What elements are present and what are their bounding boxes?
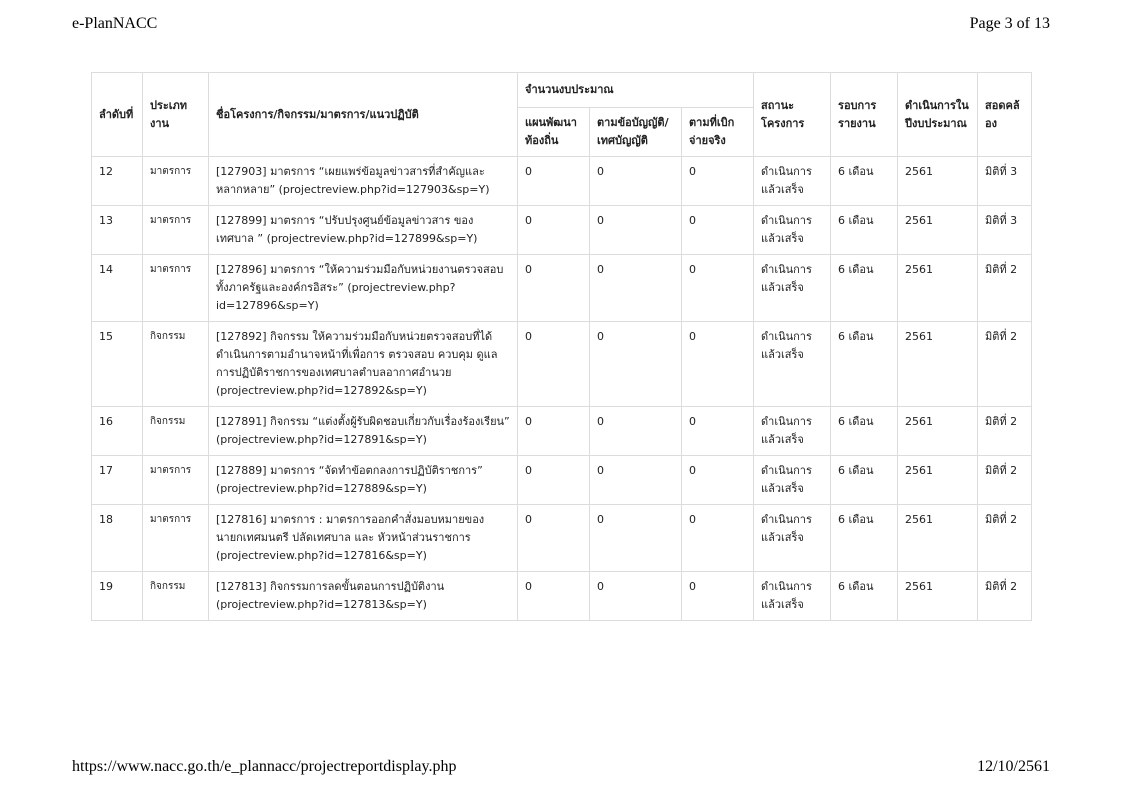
cell-type: มาตรการ	[143, 456, 209, 505]
cell-budget-actual: 0	[682, 505, 754, 572]
cell-report-cycle: 6 เดือน	[831, 572, 898, 621]
cell-budget-actual: 0	[682, 572, 754, 621]
cell-alignment: มิติที่ 3	[978, 206, 1032, 255]
cell-budget-local: 0	[518, 206, 590, 255]
cell-type: กิจกรรม	[143, 407, 209, 456]
header-budget-local: แผนพัฒนาท้องถิ่น	[518, 108, 590, 157]
cell-alignment: มิติที่ 2	[978, 456, 1032, 505]
table-row	[92, 157, 1032, 206]
cell-budget-local: 0	[518, 157, 590, 206]
cell-status: ดำเนินการแล้วเสร็จ	[754, 255, 831, 322]
cell-project-name: [127816] มาตรการ : มาตรการออกคำสั่งมอบหมายของนายกเทศมนตรี ปลัดเทศบาล และ หัวหน้าส่วนราชการ (projectreview.php?id=127816&sp=Y)	[209, 505, 518, 572]
cell-no: 14	[92, 255, 143, 322]
cell-fiscal-year: 2561	[898, 157, 978, 206]
cell-fiscal-year: 2561	[898, 255, 978, 322]
table-row	[92, 505, 1032, 572]
cell-fiscal-year: 2561	[898, 206, 978, 255]
table-row	[92, 456, 1032, 505]
cell-budget-local: 0	[518, 322, 590, 407]
cell-budget-actual: 0	[682, 322, 754, 407]
cell-budget-ordinance: 0	[590, 407, 682, 456]
cell-report-cycle: 6 เดือน	[831, 206, 898, 255]
header-fiscal-year: ดำเนินการในปีงบประมาณ	[898, 73, 978, 157]
table-row	[92, 206, 1032, 255]
cell-budget-local: 0	[518, 407, 590, 456]
header-name: ชื่อโครงการ/กิจกรรม/มาตรการ/แนวปฏิบัติ	[209, 73, 518, 157]
page-footer-date: 12/10/2561	[977, 758, 1050, 775]
cell-type: กิจกรรม	[143, 572, 209, 621]
cell-budget-local: 0	[518, 255, 590, 322]
table-row	[92, 407, 1032, 456]
cell-no: 18	[92, 505, 143, 572]
cell-alignment: มิติที่ 3	[978, 157, 1032, 206]
cell-no: 19	[92, 572, 143, 621]
cell-project-name: [127889] มาตรการ “จัดทำข้อตกลงการปฏิบัติราชการ” (projectreview.php?id=127889&sp=Y)	[209, 456, 518, 505]
cell-budget-actual: 0	[682, 157, 754, 206]
project-report-table	[91, 72, 1032, 621]
cell-type: มาตรการ	[143, 206, 209, 255]
cell-status: ดำเนินการแล้วเสร็จ	[754, 456, 831, 505]
cell-budget-ordinance: 0	[590, 572, 682, 621]
cell-no: 17	[92, 456, 143, 505]
cell-project-name: [127896] มาตรการ “ให้ความร่วมมือกับหน่วยงานตรวจสอบทั้งภาครัฐและองค์กรอิสระ” (projectreview.php?id=127896&sp=Y)	[209, 255, 518, 322]
cell-fiscal-year: 2561	[898, 322, 978, 407]
cell-status: ดำเนินการแล้วเสร็จ	[754, 157, 831, 206]
cell-status: ดำเนินการแล้วเสร็จ	[754, 206, 831, 255]
cell-budget-actual: 0	[682, 206, 754, 255]
cell-alignment: มิติที่ 2	[978, 407, 1032, 456]
table-header-row	[92, 73, 1032, 108]
header-no: ลำดับที่	[92, 73, 143, 157]
header-budget-actual: ตามที่เบิกจ่ายจริง	[682, 108, 754, 157]
cell-no: 13	[92, 206, 143, 255]
cell-budget-actual: 0	[682, 255, 754, 322]
page-footer-url: https://www.nacc.go.th/e_plannacc/projectreportdisplay.php	[72, 758, 457, 775]
cell-status: ดำเนินการแล้วเสร็จ	[754, 407, 831, 456]
cell-alignment: มิติที่ 2	[978, 505, 1032, 572]
cell-report-cycle: 6 เดือน	[831, 456, 898, 505]
header-status: สถานะโครงการ	[754, 73, 831, 157]
cell-no: 12	[92, 157, 143, 206]
header-alignment: สอดคล้อง	[978, 73, 1032, 157]
cell-alignment: มิติที่ 2	[978, 572, 1032, 621]
cell-fiscal-year: 2561	[898, 407, 978, 456]
cell-budget-actual: 0	[682, 456, 754, 505]
header-report-cycle: รอบการรายงาน	[831, 73, 898, 157]
cell-project-name: [127813] กิจกรรมการลดขั้นตอนการปฏิบัติงาน (projectreview.php?id=127813&sp=Y)	[209, 572, 518, 621]
cell-fiscal-year: 2561	[898, 505, 978, 572]
cell-project-name: [127903] มาตรการ “เผยแพร่ข้อมูลข่าวสารที่สำคัญและหลากหลาย” (projectreview.php?id=127903&sp=Y)	[209, 157, 518, 206]
page-header-site: e-PlanNACC	[72, 15, 158, 32]
cell-status: ดำเนินการแล้วเสร็จ	[754, 505, 831, 572]
table-row	[92, 322, 1032, 407]
cell-budget-local: 0	[518, 505, 590, 572]
cell-budget-ordinance: 0	[590, 456, 682, 505]
cell-no: 16	[92, 407, 143, 456]
cell-report-cycle: 6 เดือน	[831, 157, 898, 206]
cell-type: กิจกรรม	[143, 322, 209, 407]
cell-fiscal-year: 2561	[898, 456, 978, 505]
cell-budget-ordinance: 0	[590, 255, 682, 322]
cell-project-name: [127899] มาตรการ “ปรับปรุงศูนย์ข้อมูลข่าวสาร ของเทศบาล ” (projectreview.php?id=127899&sp=Y)	[209, 206, 518, 255]
cell-status: ดำเนินการแล้วเสร็จ	[754, 322, 831, 407]
cell-status: ดำเนินการแล้วเสร็จ	[754, 572, 831, 621]
cell-type: มาตรการ	[143, 157, 209, 206]
cell-project-name: [127891] กิจกรรม “แต่งตั้งผู้รับผิดชอบเกี่ยวกับเรื่องร้องเรียน” (projectreview.php?id=127891&sp=Y)	[209, 407, 518, 456]
table-row	[92, 255, 1032, 322]
cell-no: 15	[92, 322, 143, 407]
cell-alignment: มิติที่ 2	[978, 322, 1032, 407]
cell-fiscal-year: 2561	[898, 572, 978, 621]
header-budget-group: จำนวนงบประมาณ	[518, 73, 754, 108]
page-header-page-number: Page 3 of 13	[969, 15, 1050, 32]
cell-budget-ordinance: 0	[590, 322, 682, 407]
cell-budget-ordinance: 0	[590, 206, 682, 255]
cell-budget-local: 0	[518, 572, 590, 621]
cell-project-name: [127892] กิจกรรม ให้ความร่วมมือกับหน่วยตรวจสอบที่ได้ดำเนินการตามอำนาจหน้าที่เพื่อการ ตรวจสอบ ควบคุม ดูแล การปฏิบัติราชการของเทศบาลตำบลอากาศอำนวย (projectreview.php?id=127892&sp=Y)	[209, 322, 518, 407]
cell-report-cycle: 6 เดือน	[831, 255, 898, 322]
header-type: ประเภทงาน	[143, 73, 209, 157]
cell-report-cycle: 6 เดือน	[831, 505, 898, 572]
cell-type: มาตรการ	[143, 505, 209, 572]
header-budget-ordinance: ตามข้อบัญญัติ/เทศบัญญัติ	[590, 108, 682, 157]
cell-alignment: มิติที่ 2	[978, 255, 1032, 322]
table-row	[92, 572, 1032, 621]
cell-budget-actual: 0	[682, 407, 754, 456]
cell-type: มาตรการ	[143, 255, 209, 322]
cell-report-cycle: 6 เดือน	[831, 407, 898, 456]
cell-budget-ordinance: 0	[590, 505, 682, 572]
cell-budget-local: 0	[518, 456, 590, 505]
cell-report-cycle: 6 เดือน	[831, 322, 898, 407]
cell-budget-ordinance: 0	[590, 157, 682, 206]
